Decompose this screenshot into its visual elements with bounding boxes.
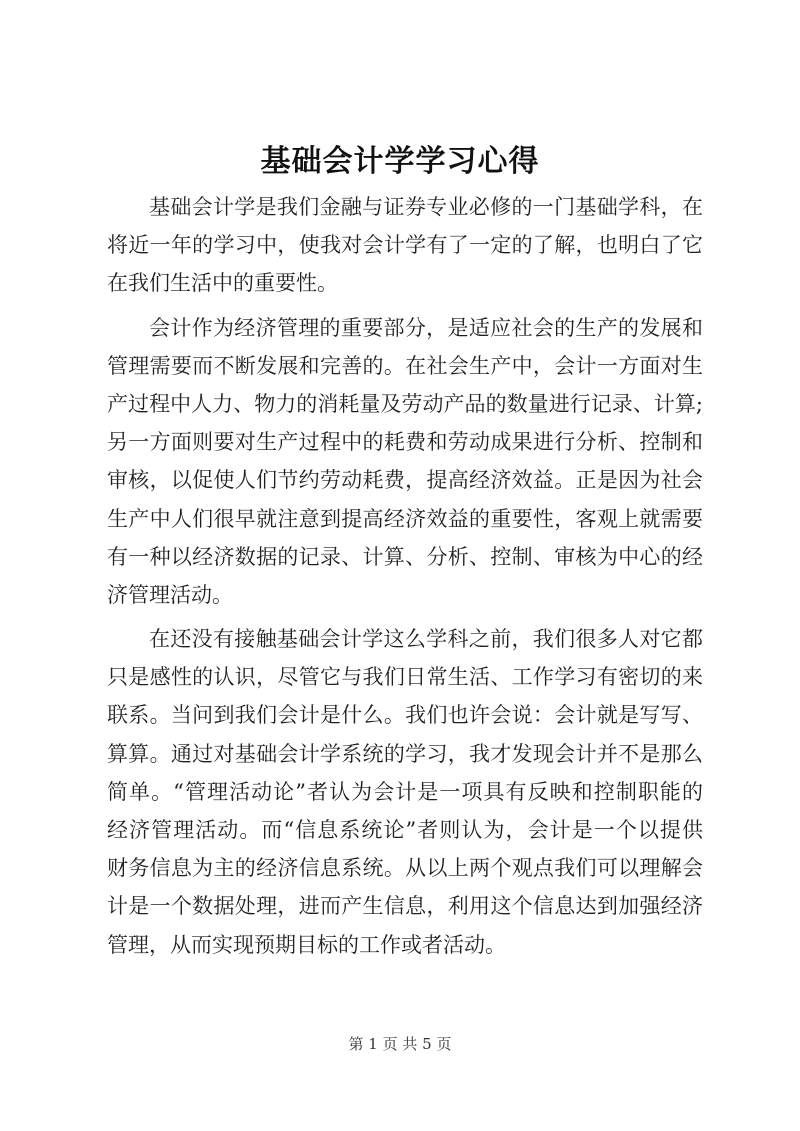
- text-line: 基础会计学是我们金融与证券专业必修的一门基础学科，在: [149, 195, 703, 219]
- text-line: 在还没有接触基础会计学这么学科之前，我们很多人对它都: [149, 627, 703, 652]
- text-line: 算算。通过对基础会计学系统的学习，我才发现会计并不是那么: [107, 741, 703, 766]
- document-title: 基础会计学学习心得: [260, 144, 540, 179]
- text-line: 只是感性的认识，尽管它与我们日常生活、工作学习有密切的来: [107, 665, 703, 690]
- text-line: 管理需要而不断发展和完善的。在社会生产中，会计一方面对生: [107, 353, 703, 378]
- text-line: 审核，以促使人们节约劳动耗费，提高经济效益。正是因为社会: [107, 468, 703, 493]
- text-line: 产过程中人力、物力的消耗量及劳动产品的数量进行记录、计算;: [107, 391, 703, 416]
- paragraph-1: [107, 188, 703, 303]
- document-body: [107, 188, 703, 964]
- text-line: 联系。当问到我们会计是什么。我们也许会说：会计就是写写、: [107, 703, 703, 728]
- text-line: 会计作为经济管理的重要部分，是适应社会的生产的发展和: [149, 315, 703, 340]
- text-line: 经济管理活动。而“信息系统论”者则认为，会计是一个以提供: [107, 818, 703, 842]
- text-line: 有一种以经济数据的记录、计算、分析、控制、审核为中心的经: [107, 544, 703, 569]
- text-line: 计是一个数据处理，进而产生信息，利用这个信息达到加强经济: [107, 894, 703, 919]
- page-number-footer: 第 1 页 共 5 页: [348, 1035, 452, 1053]
- text-line: 生产中人们很早就注意到提高经济效益的重要性，客观上就需要: [107, 506, 703, 531]
- text-line: 将近一年的学习中，使我对会计学有了一定的了解，也明白了它: [107, 233, 703, 258]
- text-line: 济管理活动。: [107, 582, 233, 607]
- paragraph-3: [107, 620, 703, 964]
- text-line: 简单。“管理活动论”者认为会计是一项具有反映和控制职能的: [107, 779, 703, 804]
- text-line: 财务信息为主的经济信息系统。从以上两个观点我们可以理解会: [107, 856, 703, 881]
- paragraph-2: [107, 309, 703, 615]
- text-line: 另一方面则要对生产过程中的耗费和劳动成果进行分析、控制和: [107, 430, 703, 455]
- text-line: 在我们生活中的重要性。: [107, 271, 338, 296]
- text-line: 管理，从而实现预期目标的工作或者活动。: [107, 932, 506, 957]
